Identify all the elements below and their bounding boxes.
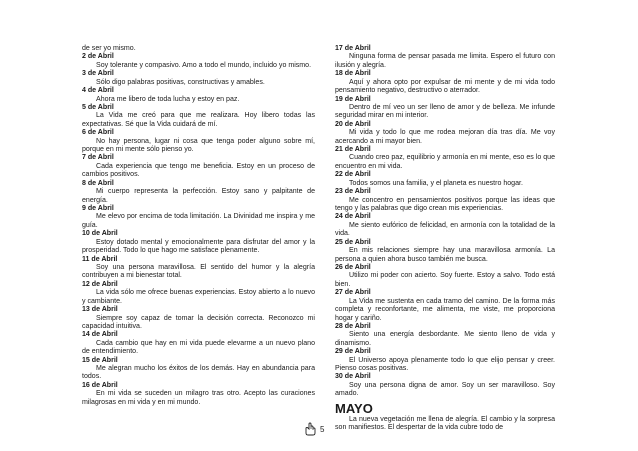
entry-text: La Vida me creó para que me realizara. Hoy libero todas las expectativas. Sé que la Vida cuidará de mí. [82,112,315,128]
entry-date: 27 de Abril [335,289,371,297]
entry-date: 15 de Abril [82,356,118,364]
hand-pointing-icon [304,422,318,436]
entry-date: 23 de Abril [335,188,371,196]
entry-date: 20 de Abril [335,120,371,128]
entry-date: 17 de Abril [335,45,371,52]
entry-text: Siempre soy capaz de tomar la decisión correcta. Reconozco mi capacidad intuitiva. [82,314,315,330]
page-footer [304,421,324,437]
month-heading: MAYO [335,400,373,416]
entry-date: 30 de Abril [335,373,371,381]
entry-text: No hay persona, lugar ni cosa que tenga poder alguno sobre mí, porque en mi mente sólo pienso yo. [82,137,315,154]
entry-text: Todos somos una familia, y el planeta es nuestro hogar. [349,179,523,187]
entry-date: 6 de Abril [82,129,114,137]
entry-text: Mi vida y todo lo que me rodea mejoran día tras día. Me voy acercando a mi mayor bien. [335,129,555,145]
entry-text: Cuando creo paz, equilibrio y armonía en mi mente, eso es lo que encuentro en mi vida. [335,154,555,170]
continued-text: de ser yo mismo. [82,45,136,52]
entry-text: Cada experiencia que tengo me beneficia. Estoy en un proceso de cambios positivos. [82,162,315,179]
entry-text: Soy una persona digna de amor. Soy un ser maravilloso. Soy amado. [335,381,555,398]
entry-date: 22 de Abril [335,171,371,179]
entry-date: 5 de Abril [82,103,114,111]
entry-date: 10 de Abril [82,230,118,238]
entry-date: 12 de Abril [82,280,118,288]
entry-text: Mi cuerpo representa la perfección. Estoy sano y palpitante de energía. [82,188,315,204]
entry-text: La vida sólo me ofrece buenas experiencias. Estoy abierto a lo nuevo y cambiante. [82,289,315,305]
entry-text: Me alegran mucho los éxitos de los demás. Hay en abundancia para todos. [82,365,315,381]
entry-date: 29 de Abril [335,348,371,356]
entry-date: 26 de Abril [335,263,371,271]
entry-date: 14 de Abril [82,331,118,339]
entry-text: Soy tolerante y compasivo. Amo a todo el mundo, incluido yo mismo. [96,61,312,69]
entry-date: 11 de Abril [82,255,118,263]
entry-text: Sólo digo palabras positivas, constructivas y amables. [96,78,265,86]
right-column [335,45,555,433]
entry-date: 24 de Abril [335,213,371,221]
month-intro-text: La nueva vegetación me llena de alegría. El cambio y la sorpresa son manifiestos. El despertar de la vida cubre todo de [335,415,555,432]
entry-date: 16 de Abril [82,381,118,389]
entry-date: 4 de Abril [82,87,114,95]
entry-text: Ninguna forma de pensar pasada me limita. Espero el futuro con ilusión y alegría. [335,53,555,69]
entry-text: Siento una energía desbordante. Me siento lleno de vida y dinamismo. [335,331,555,347]
entry-text: Utilizo mi poder con acierto. Soy fuerte. Estoy a salvo. Todo está bien. [335,272,555,288]
entry-text: Cada cambio que hay en mi vida puede elevarme a un nuevo plano de entendimiento. [82,339,315,356]
entry-text: Aquí y ahora opto por expulsar de mi mente y de mi vida todo pensamiento negativo, destructivo o aterrador. [335,78,555,95]
left-column [82,45,315,407]
entry-date: 2 de Abril [82,53,114,61]
entry-date: 8 de Abril [82,179,114,187]
entry-text: Estoy dotado mental y emocionalmente para disfrutar del amor y la prosperidad. Todo lo que hago me satisface plenamente. [82,238,315,255]
entry-date: 21 de Abril [335,146,371,154]
entry-text: En mis relaciones siempre hay una maravillosa armonía. La persona a quien ahora busco también me busca. [335,247,555,263]
entry-date: 9 de Abril [82,205,114,213]
entry-text: Ahora me libero de toda lucha y estoy en paz. [96,95,240,103]
entry-date: 18 de Abril [335,70,371,78]
entry-date: 3 de Abril [82,70,114,78]
entry-date: 25 de Abril [335,238,371,246]
entry-text: Me elevo por encima de toda limitación. La Divinidad me inspira y me guía. [82,213,315,229]
entry-text: En mi vida se suceden un milagro tras otro. Acepto las curaciones milagrosas en mi vida y en mi mundo. [82,390,315,406]
entry-text: Me concentro en pensamientos positivos porque las ideas que tengo y las palabras que digo crean mis experiencias. [335,196,555,213]
entry-date: 13 de Abril [82,306,118,314]
entry-date: 7 de Abril [82,154,114,162]
entry-text: Dentro de mí veo un ser lleno de amor y de belleza. Me infunde seguridad mirar en mi interior. [335,103,555,120]
entry-date: 19 de Abril [335,95,371,103]
entry-date: 28 de Abril [335,322,371,330]
entry-text: Soy una persona maravillosa. El sentido del humor y la alegría contribuyen a mi bienestar total. [82,263,315,280]
entry-text: El Universo apoya plenamente todo lo que elijo pensar y creer. Pienso cosas positivas. [335,356,555,373]
page-number: 5 [320,424,325,434]
entry-text: Me siento eufórico de felicidad, en armonía con la totalidad de la vida. [335,221,555,238]
entry-text: La Vida me sustenta en cada tramo del camino. De la forma más completa y reconfortante, me alimenta, me viste, me proporciona hogar y cariño. [335,297,555,322]
